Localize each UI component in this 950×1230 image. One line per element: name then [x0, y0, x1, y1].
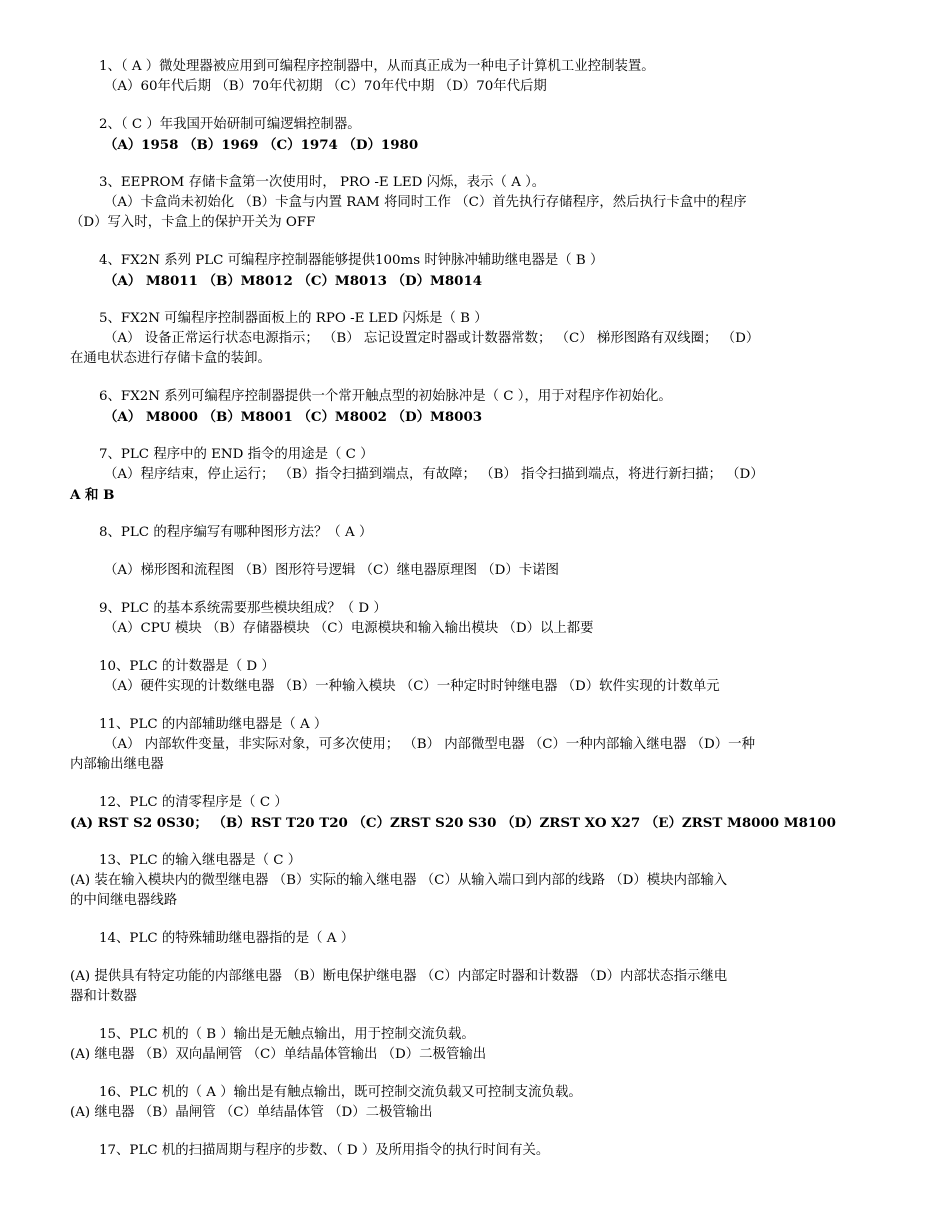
- question-1-stem: 1、（ A ）微处理器被应用到可编程序控制器中，从而真正成为一种电子计算机工业控制装置。: [99, 59, 655, 74]
- question-3-options: （A）卡盒尚未初始化 （B）卡盒与内置 RAM 将同时工作 （C）首先执行存储程序，然后执行卡盒中的程序: [104, 195, 747, 210]
- question-5-options-cont: 在通电状态进行存储卡盒的装卸。: [70, 351, 271, 366]
- question-15-stem: 15、PLC 机的（ B ）输出是无触点输出，用于控制交流负载。: [99, 1027, 475, 1042]
- question-16-options: (A) 继电器 （B）晶闸管 （C）单结晶体管 （D）二极管输出: [70, 1105, 433, 1120]
- question-7-stem: 7、PLC 程序中的 END 指令的用途是（ C ）: [99, 447, 374, 462]
- question-14-stem: 14、PLC 的特殊辅助继电器指的是（ A ）: [99, 931, 355, 946]
- question-12-options: (A) RST S2 0S30； （B）RST T20 T20 （C）ZRST S20 S30 （D）ZRST XO X27 （E）ZRST M8000 M8100: [70, 815, 836, 831]
- question-8-stem: 8、PLC 的程序编写有哪种图形方法？（ A ）: [99, 525, 373, 540]
- question-2-options: （A）1958 （B）1969 （C）1974 （D）1980: [104, 137, 419, 153]
- question-3-options-cont: （D）写入时，卡盒上的保护开关为 OFF: [70, 215, 316, 230]
- question-1-options: （A）60年代后期 （B）70年代初期 （C）70年代中期 （D）70年代后期: [104, 79, 547, 94]
- question-17-stem: 17、PLC 机的扫描周期与程序的步数、（ D ）及所用指令的执行时间有关。: [99, 1143, 550, 1158]
- question-9-options: （A）CPU 模块 （B）存储器模块 （C）电源模块和输入输出模块 （D）以上都要: [104, 621, 594, 636]
- question-7-options: （A）程序结束，停止运行； （B）指令扫描到端点，有故障； （B） 指令扫描到端点，将进行新扫描； （D）: [104, 467, 764, 482]
- question-10-stem: 10、PLC 的计数器是（ D ）: [99, 659, 275, 674]
- question-14-options: (A) 提供具有特定功能的内部继电器 （B）断电保护继电器 （C）内部定时器和计数器 （D）内部状态指示继电: [70, 969, 728, 984]
- question-8-options: （A）梯形图和流程图 （B）图形符号逻辑 （C）继电器原理图 （D）卡诺图: [104, 563, 559, 578]
- question-4-stem: 4、FX2N 系列 PLC 可编程序控制器能够提供100ms 时钟脉冲辅助继电器是（ B ）: [99, 253, 604, 268]
- question-2-stem: 2、（ C ）年我国开始研制可编逻辑控制器。: [99, 117, 361, 132]
- question-13-options: (A) 装在输入模块内的微型继电器 （B）实际的输入继电器 （C）从输入端口到内部的线路 （D）模块内部输入: [70, 873, 728, 888]
- question-6-options: （A） M8000 （B）M8001 （C）M8002 （D）M8003: [104, 409, 483, 425]
- question-16-stem: 16、PLC 机的（ A ）输出是有触点输出，既可控制交流负载又可控制支流负载。: [99, 1085, 582, 1100]
- question-12-stem: 12、PLC 的清零程序是（ C ）: [99, 795, 288, 810]
- question-11-stem: 11、PLC 的内部辅助继电器是（ A ）: [99, 717, 328, 732]
- question-13-stem: 13、PLC 的输入继电器是（ C ）: [99, 853, 302, 868]
- question-9-stem: 9、PLC 的基本系统需要那些模块组成？（ D ）: [99, 601, 387, 616]
- question-10-options: （A）硬件实现的计数继电器 （B）一种输入模块 （C）一种定时时钟继电器 （D）软件实现的计数单元: [104, 679, 720, 694]
- question-14-options-cont: 器和计数器: [70, 989, 137, 1004]
- question-7-options-cont: A 和 B: [70, 487, 115, 503]
- question-5-options: （A） 设备正常运行状态电源指示； （B） 忘记设置定时器或计数器常数； （C） 梯形图路有双线圈； （D）: [104, 331, 760, 346]
- question-11-options: （A） 内部软件变量，非实际对象，可多次使用； （B） 内部微型电器 （C）一种内部输入继电器 （D）一种: [104, 737, 755, 752]
- question-15-options: (A) 继电器 （B）双向晶闸管 （C）单结晶体管输出 （D）二极管输出: [70, 1047, 487, 1062]
- question-6-stem: 6、FX2N 系列可编程序控制器提供一个常开触点型的初始脉冲是（ C ），用于对程序作初始化。: [99, 389, 672, 404]
- question-13-options-cont: 的中间继电器线路: [70, 893, 178, 908]
- question-4-options: （A） M8011 （B）M8012 （C）M8013 （D）M8014: [104, 273, 483, 289]
- question-11-options-cont: 内部输出继电器: [70, 757, 164, 772]
- question-3-stem: 3、EEPROM 存储卡盒第一次使用时， PRO -E LED 闪烁，表示（ A ）。: [99, 175, 546, 190]
- question-5-stem: 5、FX2N 可编程序控制器面板上的 RPO -E LED 闪烁是（ B ）: [99, 311, 488, 326]
